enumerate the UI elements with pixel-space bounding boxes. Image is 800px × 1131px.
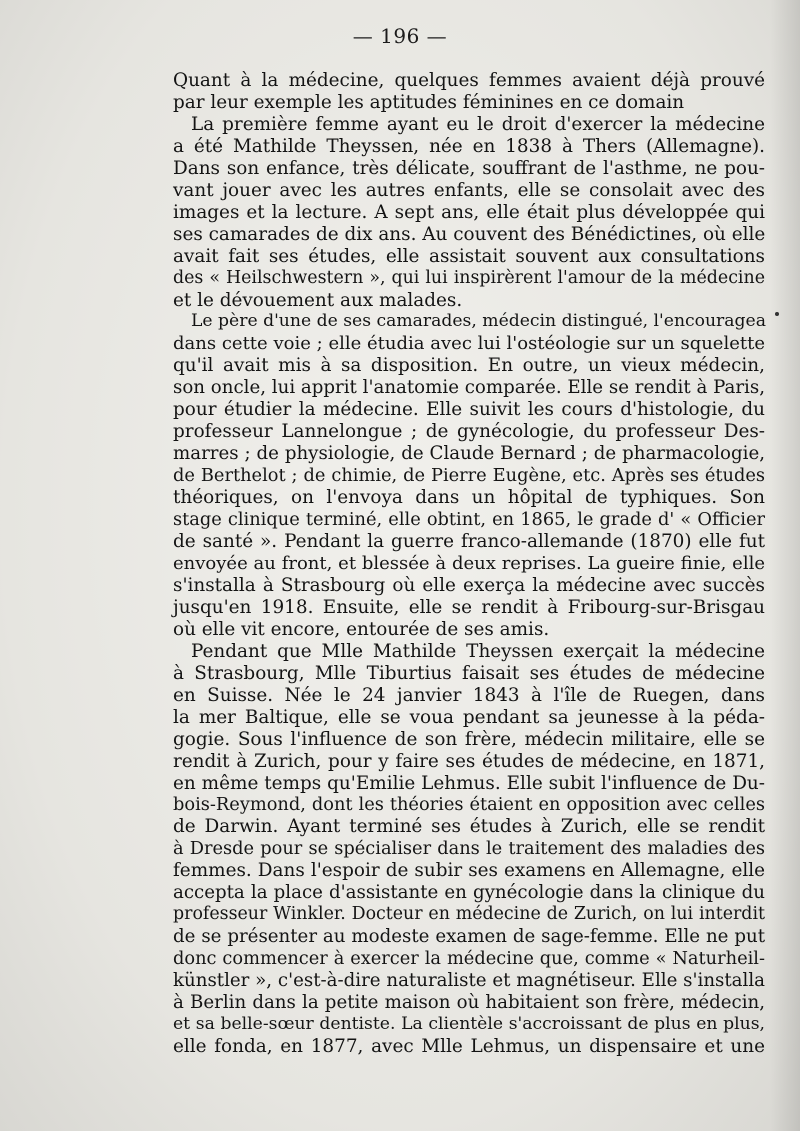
text-line: künstler », c'est-à-dire naturaliste et magnétiseur. Elle s'installa (173, 970, 765, 992)
text-line: donc commencer à exercer la médecine que, comme « Naturheil- (173, 948, 765, 970)
body-text (173, 70, 765, 1058)
text-line: de santé ». Pendant la guerre franco-allemande (1870) elle fut (173, 531, 765, 553)
text-line: de Berthelot ; de chimie, de Pierre Eugène, etc. Après ses études (173, 465, 765, 487)
text-line: des « Heilschwestern », qui lui inspirèrent l'amour de la médecine (173, 267, 765, 288)
text-line: elle fonda, en 1877, avec Mlle Lehmus, un dispensaire et une (173, 1035, 765, 1057)
text-line: a été Mathilde Theyssen, née en 1838 à Thers (Allemagne). (173, 135, 765, 157)
text-line: images et la lecture. A sept ans, elle était plus développée qui (173, 201, 765, 223)
page-number: — 196 — (352, 24, 448, 48)
text-line: gogie. Sous l'influence de son frère, médecin militaire, elle se (173, 728, 765, 750)
text-line: qu'il avait mis à sa disposition. En outre, un vieux médecin, (173, 355, 765, 377)
text-line: marres ; de physiologie, de Claude Bernard ; de pharmacologie, (173, 443, 765, 465)
text-line: et sa belle-sœur dentiste. La clientèle s'accroissant de plus en plus, (173, 1013, 765, 1034)
text-line: vant jouer avec les autres enfants, elle se consolait avec des (173, 179, 765, 201)
text-line: Dans son enfance, très délicate, souffrant de l'asthme, ne pou- (173, 157, 765, 179)
text-line: stage clinique terminé, elle obtint, en 1865, le grade d' « Officier (173, 509, 765, 531)
text-line: à Berlin dans la petite maison où habitaient son frère, médecin, (173, 992, 765, 1014)
text-line: s'installa à Strasbourg où elle exerça la médecine avec succès (173, 574, 765, 596)
text-line: en Suisse. Née le 24 janvier 1843 à l'île de Ruegen, dans (173, 684, 765, 706)
text-line: Quant à la médecine, quelques femmes avaient déjà prouvé (173, 70, 765, 91)
text-line: par leur exemple les aptitudes féminines en ce domain (173, 91, 685, 113)
text-line: professeur Lannelongue ; de gynécologie, du professeur Des- (173, 421, 765, 443)
text-line: à Strasbourg, Mlle Tiburtius faisait ses études de médecine (173, 662, 765, 684)
text-line: à Dresde pour se spécialiser dans le traitement des maladies des (173, 838, 765, 860)
text-line: femmes. Dans l'espoir de subir ses examens en Allemagne, elle (173, 860, 765, 882)
text-line: La première femme ayant eu le droit d'exercer la médecine (191, 113, 765, 135)
text-line: théoriques, on l'envoya dans un hôpital de typhiques. Son (173, 487, 765, 509)
text-line: bois-Reymond, dont les théories étaient en opposition avec celles (173, 794, 765, 816)
text-line: jusqu'en 1918. Ensuite, elle se rendit à Fribourg-sur-Brisgau (173, 596, 765, 618)
text-line: de se présenter au modeste examen de sage-femme. Elle ne put (173, 926, 765, 948)
text-line: et le dévouement aux malades. (173, 289, 463, 311)
text-line: où elle vit encore, entourée de ses amis. (173, 618, 550, 640)
text-line: son oncle, lui apprit l'anatomie comparée. Elle se rendit à Paris, (173, 377, 765, 399)
text-line: de Darwin. Ayant terminé ses études à Zurich, elle se rendit (173, 816, 765, 838)
text-line: envoyée au front, et blessée à deux reprises. La gueire finie, elle (173, 552, 765, 574)
text-line: ses camarades de dix ans. Au couvent des Bénédictines, où elle (173, 223, 766, 245)
text-line: dans cette voie ; elle étudia avec lui l'ostéologie sur un squelette (173, 333, 765, 355)
text-line: Le père d'une de ses camarades, médecin distingué, l'encouragea (191, 311, 766, 332)
text-line: Pendant que Mlle Mathilde Theyssen exerçait la médecine (191, 640, 765, 662)
text-line: la mer Baltique, elle se voua pendant sa jeunesse à la péda- (173, 706, 765, 728)
scan-edge-shadow (770, 0, 800, 1131)
text-line: pour étudier la médecine. Elle suivit les cours d'histologie, du (173, 399, 765, 421)
text-line: en même temps qu'Emilie Lehmus. Elle subit l'influence de Du- (173, 772, 765, 794)
text-line: professeur Winkler. Docteur en médecine de Zurich, on lui interdit (173, 904, 765, 925)
text-line: avait fait ses études, elle assistait souvent aux consultations (173, 245, 765, 267)
text-line: accepta la place d'assistante en gynécologie dans la clinique du (173, 882, 765, 904)
text-line: rendit à Zurich, pour y faire ses études de médecine, en 1871, (173, 750, 765, 772)
